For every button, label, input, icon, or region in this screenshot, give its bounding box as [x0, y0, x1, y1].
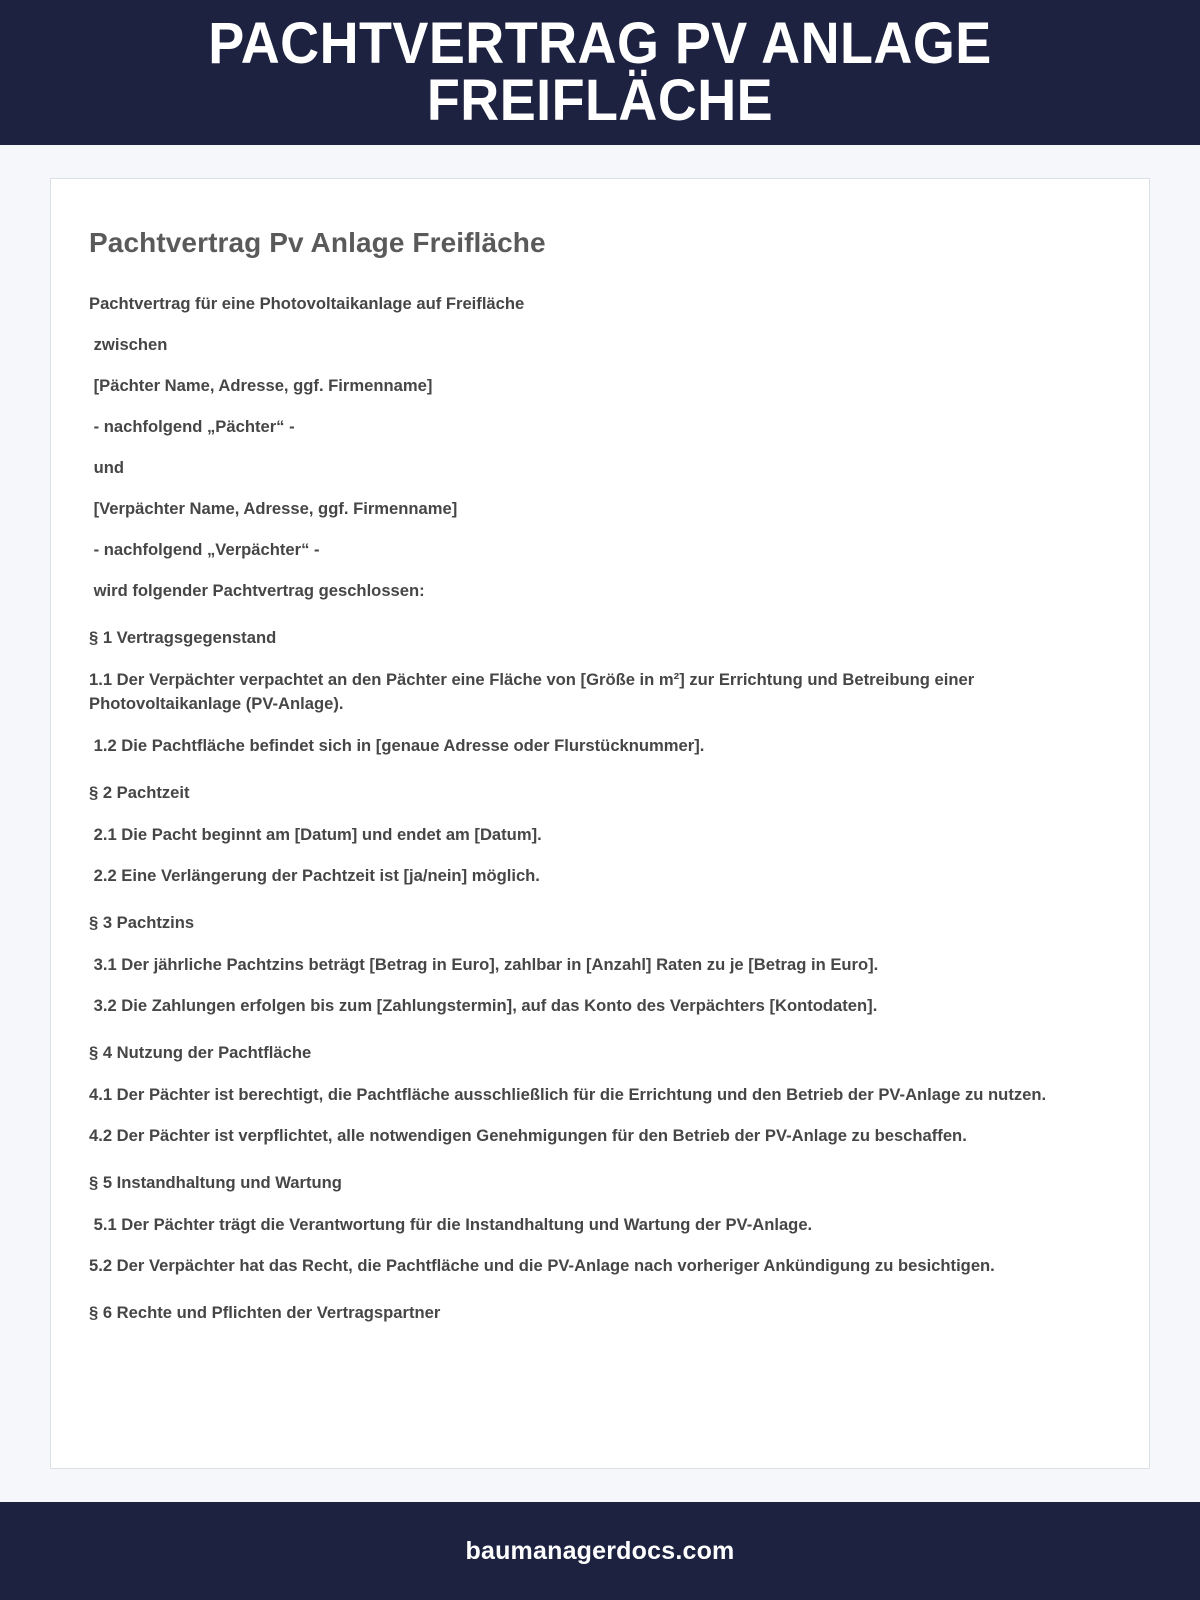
- paragraph-party-pachter: [Pächter Name, Adresse, ggf. Firmenname]: [89, 376, 433, 396]
- paragraph-party-verpachter: [Verpächter Name, Adresse, ggf. Firmenname]: [89, 499, 458, 519]
- paragraph-intro-closing: wird folgender Pachtvertrag geschlossen:: [89, 581, 425, 601]
- document-heading: Pachtvertrag Pv Anlage Freifläche: [89, 227, 546, 258]
- clause-2-2: 2.2 Eine Verlängerung der Pachtzeit ist [ja/nein] möglich.: [89, 865, 540, 885]
- section-heading-2: § 2 Pachtzeit: [89, 782, 190, 802]
- page-title: PACHTVERTRAG PV ANLAGE FREIFLÄCHE: [208, 10, 992, 133]
- clause-2-1: 2.1 Die Pacht beginnt am [Datum] und endet am [Datum].: [89, 824, 542, 844]
- page-header-banner: [0, 0, 1200, 145]
- section-heading-4: § 4 Nutzung der Pachtfläche: [89, 1042, 312, 1062]
- clause-3-1: 3.1 Der jährliche Pachtzins beträgt [Betrag in Euro], zahlbar in [Anzahl] Raten zu je [Betrag in Euro].: [89, 954, 879, 974]
- paragraph-intro-und: und: [89, 458, 125, 478]
- clause-5-2: 5.2 Der Verpächter hat das Recht, die Pachtfläche und die PV-Anlage nach vorheriger Ankündigung zu besichtigen.: [89, 1256, 995, 1276]
- section-heading-6: § 6 Rechte und Pflichten der Vertragspartner: [89, 1303, 441, 1323]
- clause-1-1: 1.1 Der Verpächter verpachtet an den Pächter eine Fläche von [Größe in m²] zur Errichtung und Betreibung einer Photovoltaikanlage (PV-Anlage).: [89, 670, 979, 714]
- footer-site-name: baumanagerdocs.com: [465, 1536, 735, 1565]
- paragraph-intro-zwischen: zwischen: [89, 335, 168, 355]
- document-body: [89, 292, 1093, 1325]
- clause-1-2: 1.2 Die Pachtfläche befindet sich in [genaue Adresse oder Flurstücknummer].: [89, 735, 705, 755]
- clause-4-2: 4.2 Der Pächter ist verpflichtet, alle notwendigen Genehmigungen für den Betrieb der PV-Anlage zu beschaffen.: [89, 1125, 967, 1145]
- clause-3-2: 3.2 Die Zahlungen erfolgen bis zum [Zahlungstermin], auf das Konto des Verpächters [Kontodaten].: [89, 995, 878, 1015]
- paragraph-party-pachter-label: - nachfolgend „Pächter“ -: [89, 417, 295, 437]
- section-heading-1: § 1 Vertragsgegenstand: [89, 628, 277, 648]
- section-heading-5: § 5 Instandhaltung und Wartung: [89, 1172, 342, 1192]
- clause-4-1: 4.1 Der Pächter ist berechtigt, die Pachtfläche ausschließlich für die Errichtung und den Betrieb der PV-Anlage zu nutzen.: [89, 1084, 1047, 1104]
- page-footer-banner: [0, 1502, 1200, 1600]
- paragraph-intro-title: Pachtvertrag für eine Photovoltaikanlage auf Freifläche: [89, 294, 525, 313]
- document-card: [50, 178, 1150, 1469]
- paragraph-party-verpachter-label: - nachfolgend „Verpächter“ -: [89, 540, 320, 560]
- clause-5-1: 5.1 Der Pächter trägt die Verantwortung für die Instandhaltung und Wartung der PV-Anlage.: [89, 1215, 813, 1235]
- page-content: [0, 145, 1200, 1469]
- section-heading-3: § 3 Pachtzins: [89, 912, 195, 932]
